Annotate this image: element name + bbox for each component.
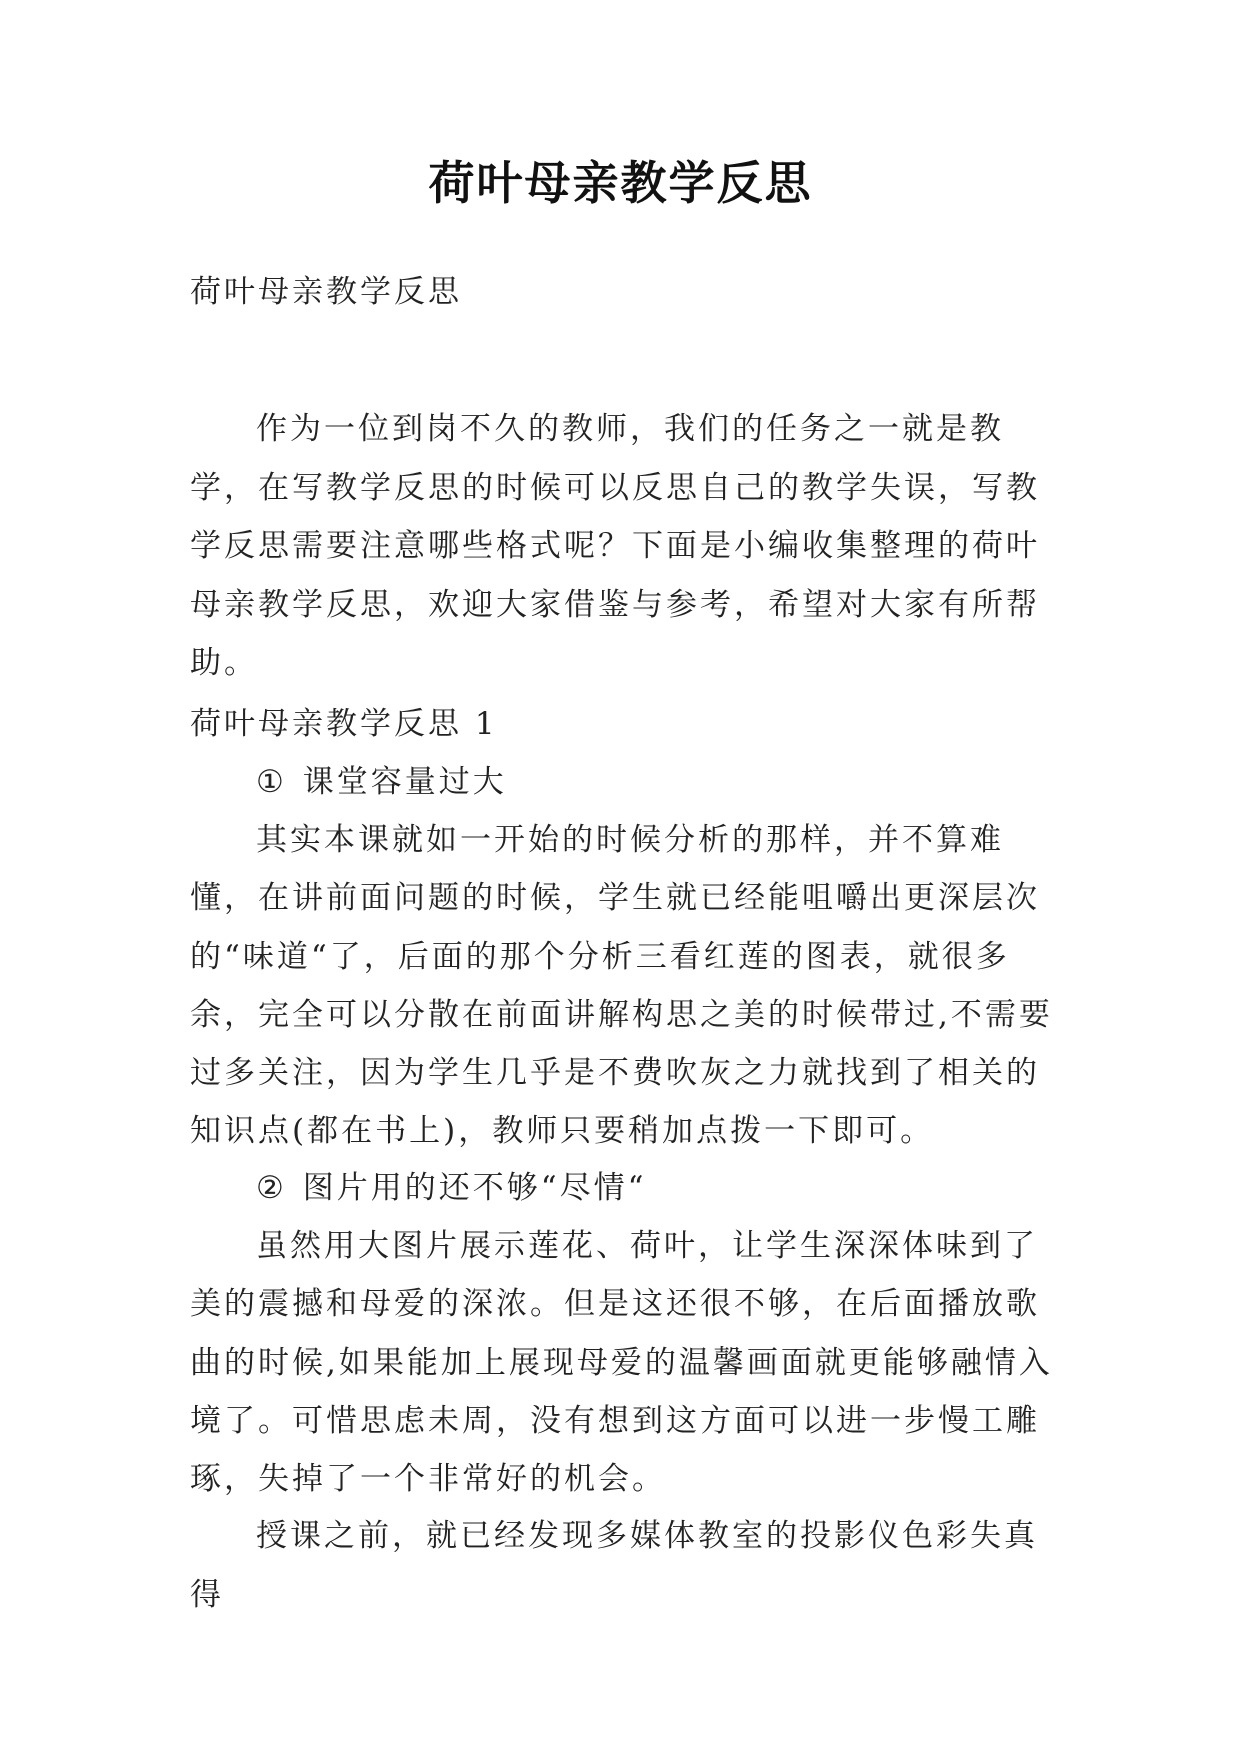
paragraph-3: 授课之前，就已经发现多媒体教室的投影仪色彩失真得 (190, 1518, 1038, 1613)
item-label-2: 图片用的还不够“尽情“ (302, 1170, 647, 1206)
intro-paragraph: 作为一位到岗不久的教师，我们的任务之一就是教学，在写教学反思的时候可以反思自己的教学失误，写教学反思需要注意哪些格式呢？下面是小编收集整理的荷叶母亲教学反思，欢迎大家借鉴与参考，希望对大家有所帮助。 (190, 411, 1040, 681)
list-item-2 (256, 1159, 647, 1217)
paragraph-1: 其实本课就如一开始的时候分析的那样，并不算难懂，在讲前面问题的时候，学生就已经能咀嚼出更深层次的“味道“了，后面的那个分析三看红莲的图表，就很多余，完全可以分散在前面讲解构思之美的时候带过,不需要过多关注，因为学生几乎是不费吹灰之力就找到了相关的知识点(都在书上)，教师只要稍加点拨一下即可。 (190, 822, 1053, 1150)
item-number-1: ① (256, 764, 287, 800)
section-heading: 荷叶母亲教学反思 1 (190, 706, 498, 742)
paragraph-2: 虽然用大图片展示莲花、荷叶，让学生深深体味到了美的震撼和母爱的深浓。但是这还很不够，在后面播放歌曲的时候,如果能加上展现母爱的温馨画面就更能够融情入境了。可惜思虑未周，没有想到这方面可以进一步慢工雕琢，失掉了一个非常好的机会。 (190, 1228, 1053, 1498)
item-label-1: 课堂容量过大 (302, 764, 507, 800)
document-subtitle: 荷叶母亲教学反思 (190, 274, 462, 310)
page-title: 荷叶母亲教学反思 (428, 156, 813, 210)
item-number-2: ② (256, 1170, 287, 1206)
list-item-1 (256, 753, 507, 811)
